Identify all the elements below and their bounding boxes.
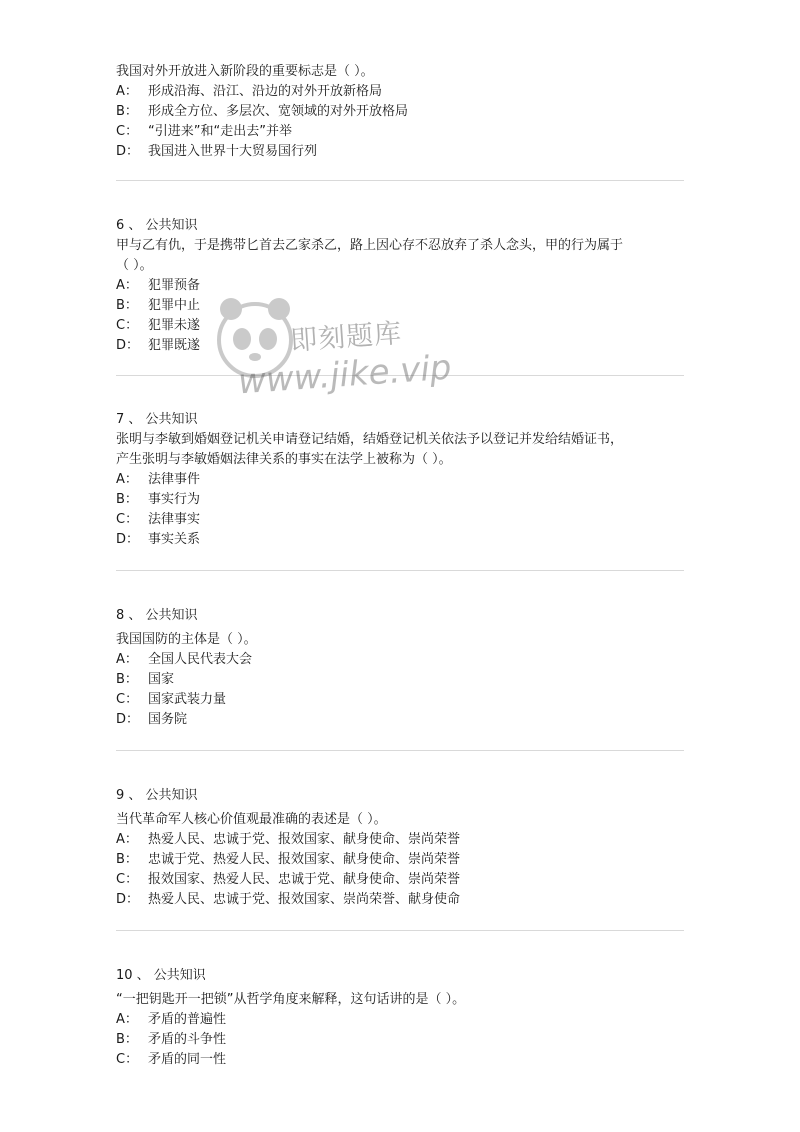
- question-stem-cont: 产生张明与李敏婚姻法律关系的事实在法学上被称为（ ）。: [116, 452, 452, 467]
- option-c[interactable]: [116, 870, 686, 890]
- option-c[interactable]: [116, 1050, 686, 1070]
- question-7: [116, 410, 686, 550]
- question-header: 8 、 公共知识: [116, 608, 198, 623]
- option-label: A：: [116, 84, 138, 99]
- option-text: 矛盾的斗争性: [148, 1032, 227, 1047]
- option-text: 热爱人民、忠诚于党、报效国家、献身使命、崇尚荣誉: [148, 832, 461, 847]
- question-stem: 我国国防的主体是（ ）。: [116, 632, 257, 647]
- option-label: B：: [116, 492, 138, 507]
- question-stem: 当代革命军人核心价值观最准确的表述是（ ）。: [116, 812, 387, 827]
- option-text: 忠诚于党、热爱人民、报效国家、献身使命、崇尚荣誉: [148, 852, 461, 867]
- option-label: A：: [116, 832, 138, 847]
- option-b[interactable]: [116, 102, 686, 122]
- option-a[interactable]: [116, 82, 686, 102]
- option-text: 全国人民代表大会: [148, 652, 253, 667]
- option-d[interactable]: [116, 710, 686, 730]
- question-9: [116, 786, 686, 910]
- option-a[interactable]: [116, 830, 686, 850]
- question-stem: 甲与乙有仇，于是携带匕首去乙家杀乙，路上因心存不忍放弃了杀人念头，甲的行为属于: [116, 238, 624, 253]
- question-stem-cont: （ ）。: [116, 258, 153, 273]
- option-b[interactable]: [116, 670, 686, 690]
- option-text: 法律事件: [148, 472, 201, 487]
- option-label: A：: [116, 472, 138, 487]
- option-d[interactable]: [116, 142, 686, 162]
- option-b[interactable]: [116, 296, 686, 316]
- option-text: 犯罪既遂: [148, 338, 201, 353]
- watermark-brand: 即刻题库: [289, 318, 404, 357]
- option-a[interactable]: [116, 1010, 686, 1030]
- option-b[interactable]: [116, 850, 686, 870]
- question-header: 6 、 公共知识: [116, 218, 198, 233]
- question-stem: 张明与李敏到婚姻登记机关申请登记结婚，结婚登记机关依法予以登记并发给结婚证书，: [116, 432, 624, 447]
- option-b[interactable]: [116, 490, 686, 510]
- option-label: C：: [116, 124, 139, 139]
- option-label: C：: [116, 318, 139, 333]
- option-a[interactable]: [116, 276, 686, 296]
- option-text: 热爱人民、忠诚于党、报效国家、崇尚荣誉、献身使命: [148, 892, 461, 907]
- option-label: A：: [116, 1012, 138, 1027]
- option-c[interactable]: [116, 690, 686, 710]
- option-label: B：: [116, 1032, 138, 1047]
- option-text: 国务院: [148, 712, 188, 727]
- option-label: C：: [116, 512, 139, 527]
- question-header: 9 、 公共知识: [116, 788, 198, 803]
- question-5: [116, 62, 686, 162]
- option-label: D：: [116, 144, 140, 159]
- divider: [116, 570, 684, 571]
- option-text: 事实关系: [148, 532, 201, 547]
- option-label: A：: [116, 278, 138, 293]
- option-c[interactable]: [116, 122, 686, 142]
- option-text: 矛盾的普遍性: [148, 1012, 227, 1027]
- option-label: B：: [116, 852, 138, 867]
- option-label: A：: [116, 652, 138, 667]
- option-text: 国家武装力量: [148, 692, 227, 707]
- question-header: 7 、 公共知识: [116, 412, 198, 427]
- option-text: 犯罪中止: [148, 298, 201, 313]
- option-text: “引进来”和“走出去”并举: [148, 124, 292, 139]
- option-label: D：: [116, 712, 140, 727]
- option-label: C：: [116, 692, 139, 707]
- option-text: 犯罪预备: [148, 278, 201, 293]
- option-label: C：: [116, 1052, 139, 1067]
- option-d[interactable]: [116, 530, 686, 550]
- option-a[interactable]: [116, 650, 686, 670]
- option-d[interactable]: [116, 890, 686, 910]
- option-label: B：: [116, 672, 138, 687]
- question-8: [116, 606, 686, 730]
- option-text: 事实行为: [148, 492, 201, 507]
- divider: [116, 750, 684, 751]
- option-label: D：: [116, 532, 140, 547]
- option-text: 形成沿海、沿江、沿边的对外开放新格局: [148, 84, 383, 99]
- divider: [116, 180, 684, 181]
- question-10: [116, 966, 686, 1070]
- option-label: B：: [116, 104, 138, 119]
- watermark-url: www.jike.vip: [236, 347, 453, 403]
- option-text: 报效国家、热爱人民、忠诚于党、献身使命、崇尚荣誉: [148, 872, 461, 887]
- option-text: 犯罪未遂: [148, 318, 201, 333]
- option-label: B：: [116, 298, 138, 313]
- option-c[interactable]: [116, 510, 686, 530]
- option-text: 我国进入世界十大贸易国行列: [148, 144, 318, 159]
- option-text: 形成全方位、多层次、宽领域的对外开放格局: [148, 104, 409, 119]
- option-text: 国家: [148, 672, 175, 687]
- divider: [116, 930, 684, 931]
- option-label: D：: [116, 338, 140, 353]
- option-a[interactable]: [116, 470, 686, 490]
- option-label: D：: [116, 892, 140, 907]
- option-text: 矛盾的同一性: [148, 1052, 227, 1067]
- question-header: 10 、 公共知识: [116, 968, 206, 983]
- option-text: 法律事实: [148, 512, 201, 527]
- question-stem: “一把钥匙开一把锁”从哲学角度来解释，这句话讲的是（ ）。: [116, 992, 466, 1007]
- option-b[interactable]: [116, 1030, 686, 1050]
- question-stem: 我国对外开放进入新阶段的重要标志是（ ）。: [116, 64, 374, 79]
- option-label: C：: [116, 872, 139, 887]
